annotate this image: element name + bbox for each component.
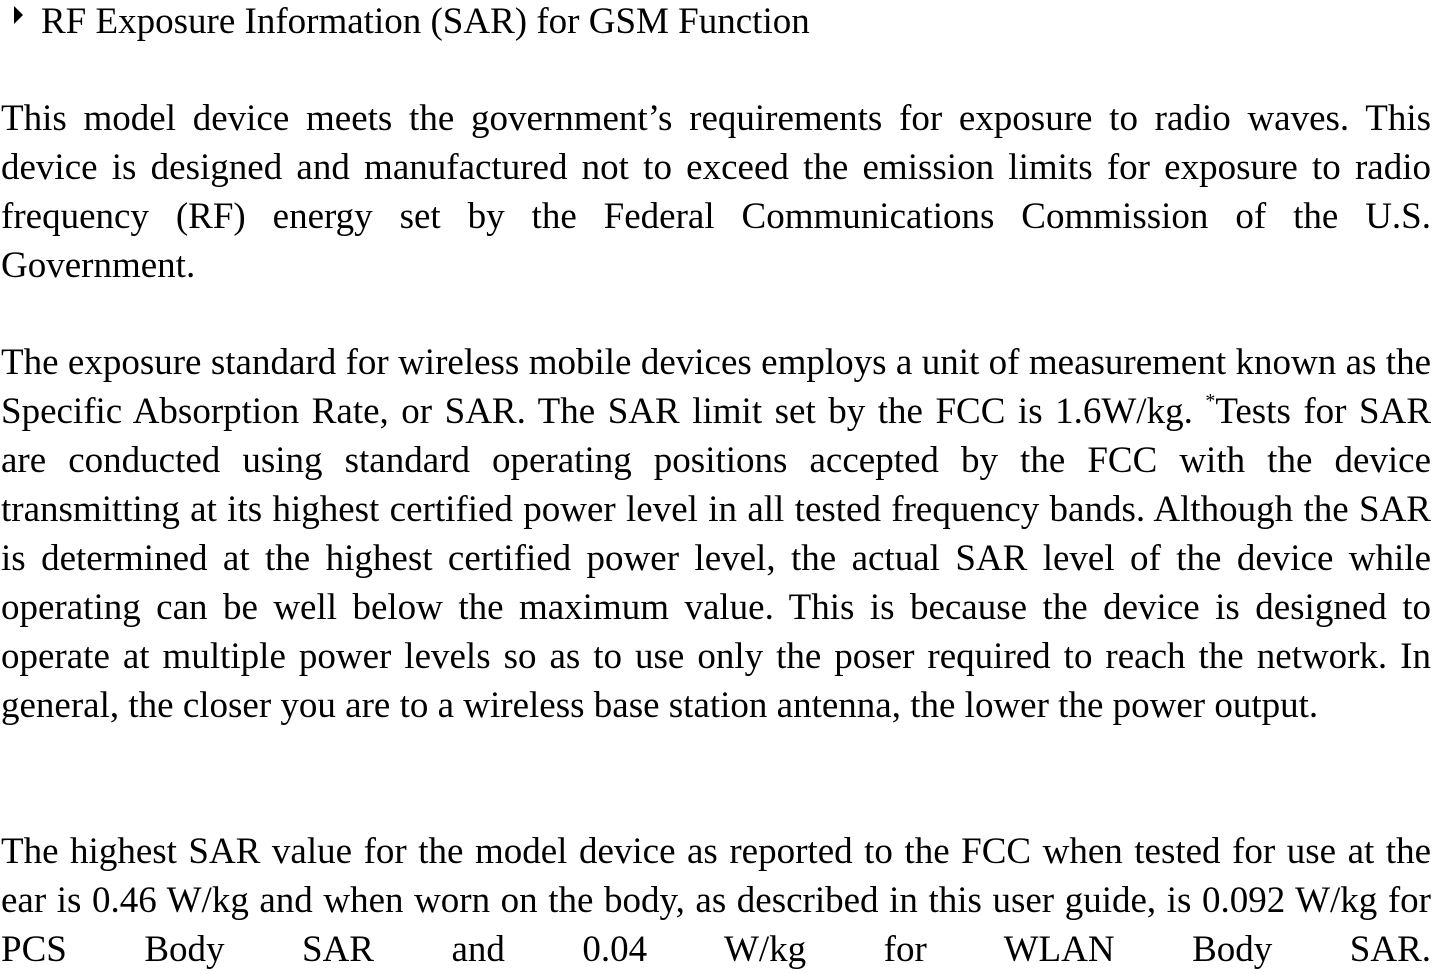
- right-triangle-bullet-icon: [14, 6, 23, 24]
- exposure-standard-text-part1: The exposure standard for wireless mobile devices employs a unit of measurement known as the Specific Absorption Rate, or SAR. The SAR limit set by the FCC is 1.6W/kg.: [1, 342, 1431, 432]
- section-heading: [14, 1, 810, 43]
- section-heading-text: RF Exposure Information (SAR) for GSM Function: [41, 1, 810, 42]
- highest-sar-paragraph: The highest SAR value for the model device as reported to the FCC when tested for use at the ear is 0.46 W/kg and when worn on the body, as described in this user guide, is 0.092 W/kg for PCS Body SAR and 0.04 W/kg for WLAN Body SAR.: [1, 831, 1431, 970]
- exposure-standard-paragraph: [1, 338, 1431, 730]
- footnote-asterisk: *: [1205, 390, 1216, 412]
- exposure-standard-text-part2: Tests for SAR are conducted using standard operating positions accepted by the FCC with the device transmitting at its highest certified power level in all tested frequency bands. Although the SAR is determined at the highest certified power level, the actual SAR level of the device while operating can be well below the maximum value. This is because the device is designed to operate at multiple power levels so as to use only the poser required to reach the network. In general, the closer you are to a wireless base station antenna, the lower the power output.: [1, 391, 1431, 726]
- intro-paragraph: This model device meets the government’s requirements for exposure to radio waves. This device is designed and manufactured not to exceed the emission limits for exposure to radio frequency (RF) energy set by the Federal Communications Commission of the U.S. Government.: [1, 98, 1431, 286]
